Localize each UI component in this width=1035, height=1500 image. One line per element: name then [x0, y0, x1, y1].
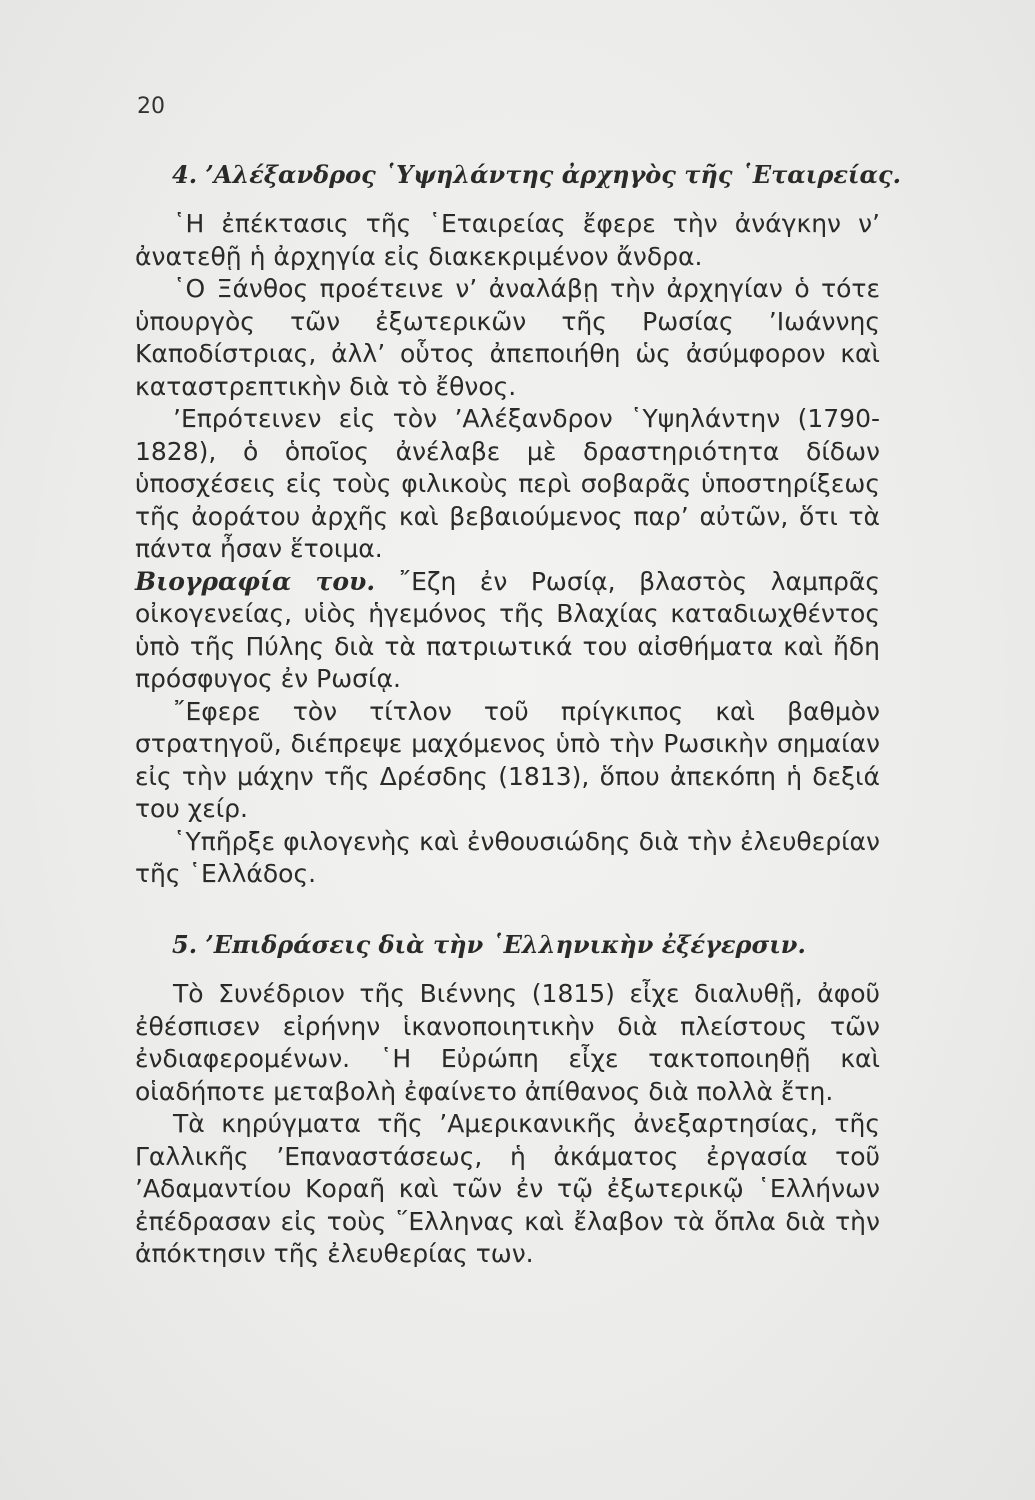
- biography-paragraph: [135, 566, 880, 696]
- paragraph: ῾Ο Ξάνθος προέτεινε ν’ ἀναλάβῃ τὴν ἀρχηγίαν ὁ τότε ὑπουργὸς τῶν ἐξωτερικῶν τῆς Ρωσίας ’Ιωάννης Καποδίστριας, ἀλλ’ οὗτος ἀπεποιήθη ὡς ἀσύμφορον καὶ καταστρεπτικὴν διὰ τὸ ἔθνος.: [135, 274, 880, 401]
- paragraph: ῾Υπῆρξε φιλογενὴς καὶ ἐνθουσιώδης διὰ τὴν ἐλευθερίαν τῆς ῾Ελλάδος.: [135, 826, 880, 888]
- paragraph: Τὸ Συνέδριον τῆς Βιέννης (1815) εἶχε διαλυθῇ, ἀφοῦ ἐθέσπισεν εἰρήνην ἱκανοποιητικὴν διὰ πλείστους τῶν ἐνδιαφερομένων. ῾Η Εὐρώπη εἶχε τακτοποιηθῇ καὶ οἱαδήποτε μεταβολὴ ἐφαίνετο ἀπίθανος διὰ πολλὰ ἔτη.: [135, 979, 880, 1106]
- paragraph: ῎Εφερε τὸν τίτλον τοῦ πρίγκιπος καὶ βαθμὸν στρατηγοῦ, διέπρεψε μαχόμενος ὑπὸ τὴν Ρωσικὴν σημαίαν εἰς τὴν μάχην τῆς Δρέσδης (1813), ὅπου ἀπεκόπη ἡ δεξιά του χείρ.: [135, 696, 880, 823]
- paragraph: Τὰ κηρύγματα τῆς ’Αμερικανικῆς ἀνεξαρτησίας, τῆς Γαλλικῆς ’Επαναστάσεως, ἡ ἀκάματος ἐργασία τοῦ ’Αδαμαντίου Κοραῆ καὶ τῶν ἐν τῷ ἐξωτερικῷ ῾Ελλήνων ἐπέδρασαν εἰς τοὺς ῞Ελληνας καὶ ἔλαβον τὰ ὅπλα διὰ τὴν ἀπόκτησιν τῆς ἐλευθερίας των.: [135, 1109, 880, 1268]
- section-4-body: [135, 208, 880, 891]
- section-5-body: [135, 978, 880, 1271]
- page-number: 20: [137, 94, 165, 119]
- paragraph: ’Επρότεινεν εἰς τὸν ’Αλέξανδρον ῾Υψηλάντην (1790-1828), ὁ ὁποῖος ἀνέλαβε μὲ δραστηριότητα δίδων ὑποσχέσεις εἰς τοὺς φιλικοὺς περὶ σοβαρᾶς ὑποστηρίξεως τῆς ἀοράτου ἀρχῆς καὶ βεβαιούμενος παρ’ αὐτῶν, ὅτι τὰ πάντα ἦσαν ἕτοιμα.: [135, 404, 880, 563]
- biography-text: ῎Εζη ἐν Ρωσίᾳ, βλαστὸς λαμπρᾶς οἰκογενείας, υἱὸς ἡγεμόνος τῆς Βλαχίας καταδιωχθέντος ὑπὸ τῆς Πύλης διὰ τὰ πατριωτικά του αἰσθήματα καὶ ἤδη πρόσφυγος ἐν Ρωσίᾳ.: [135, 566, 880, 693]
- section-4-heading: 4. ’Αλέξανδρος ῾Υψηλάντης ἀρχηγὸς τῆς ῾Εταιρείας.: [172, 160, 901, 189]
- section-5-heading: 5. ’Επιδράσεις διὰ τὴν ῾Ελληνικὴν ἐξέγερσιν.: [172, 930, 806, 959]
- biography-lead: Βιογραφία του.: [135, 566, 376, 596]
- paragraph: ῾Η ἐπέκτασις τῆς ῾Εταιρείας ἔφερε τὴν ἀνάγκην ν’ ἀνατεθῇ ἡ ἀρχηγία εἰς διακεκριμένον ἄνδρα.: [135, 209, 880, 271]
